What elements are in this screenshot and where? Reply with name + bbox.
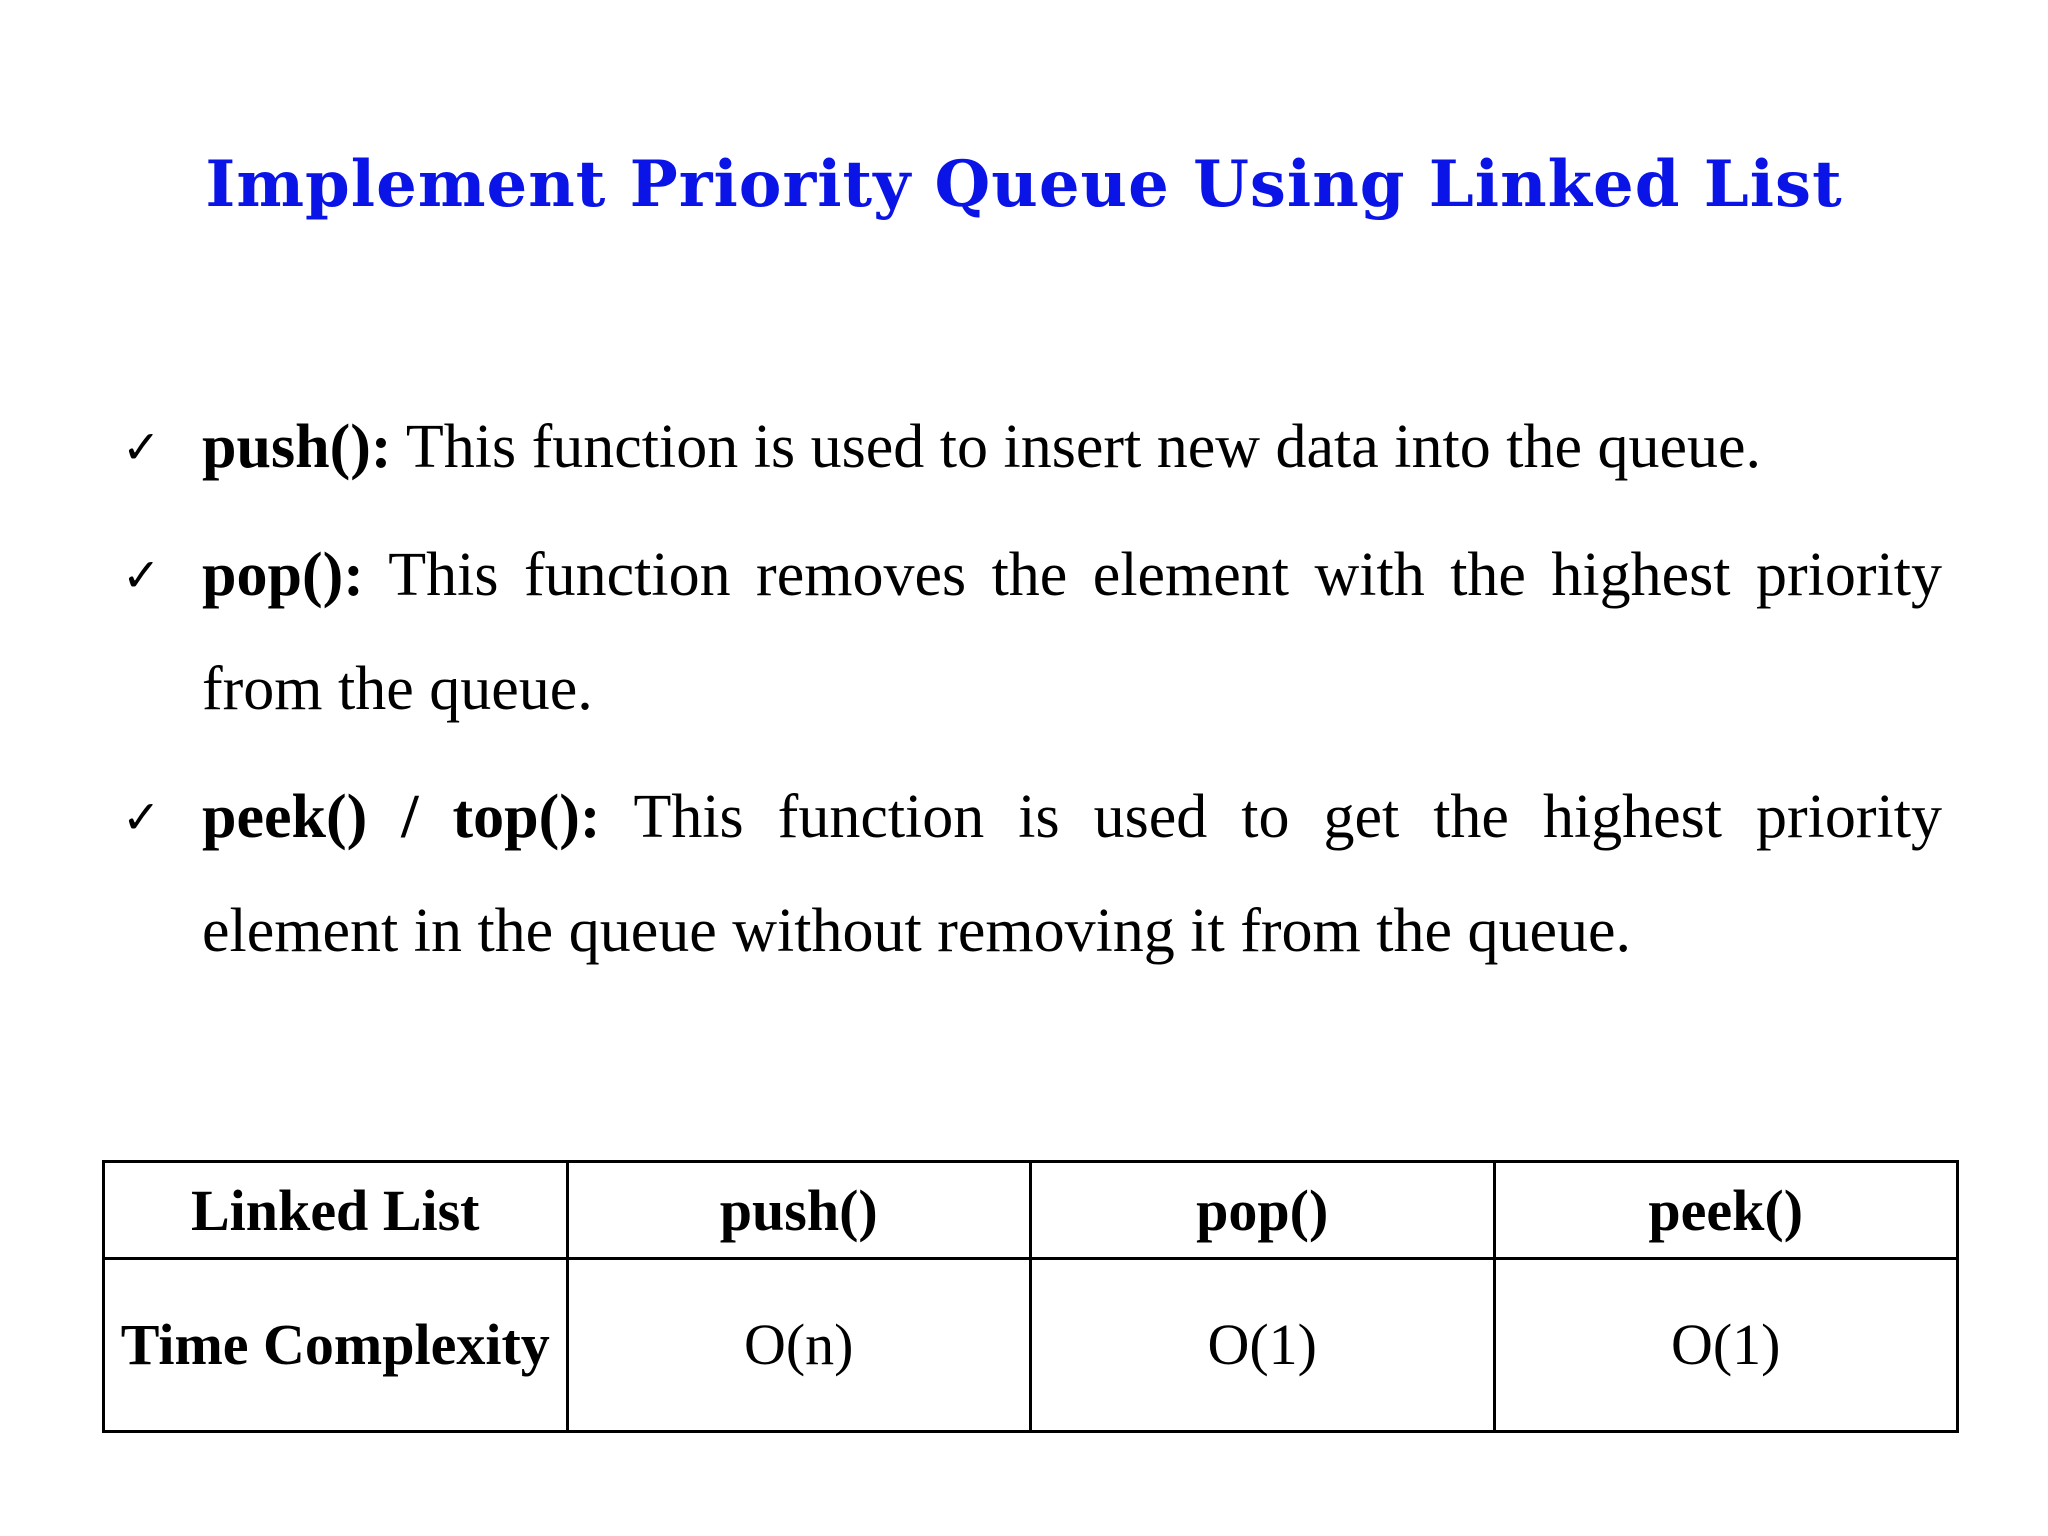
- checkmark-icon: ✓: [122, 548, 161, 602]
- checkmark-icon: ✓: [122, 420, 161, 474]
- function-name-pop: pop():: [202, 541, 364, 609]
- table-header-row: [104, 1162, 1958, 1259]
- function-description-peek: This function is used to get the highest priority element in the queue without removing it from the queue.: [202, 783, 1942, 965]
- function-description-pop: This function removes the element with the highest priority from the queue.: [202, 541, 1942, 723]
- checkmark-icon: ✓: [122, 790, 161, 844]
- table-row: [104, 1259, 1958, 1432]
- list-item-push: [122, 390, 1942, 504]
- function-description-push: This function is used to insert new data into the queue.: [405, 413, 1762, 481]
- table-header-cell: peek(): [1494, 1162, 1958, 1259]
- page-title: Implement Priority Queue Using Linked List: [205, 147, 1843, 222]
- table-cell: O(1): [1031, 1259, 1495, 1432]
- list-item-peek: [122, 760, 1942, 988]
- function-name-push: push():: [202, 413, 392, 481]
- table-cell: O(n): [567, 1259, 1031, 1432]
- complexity-table-container: [102, 1160, 1959, 1433]
- table-header-cell: Linked List: [104, 1162, 568, 1259]
- function-list: [122, 390, 1942, 1002]
- table-header-cell: pop(): [1031, 1162, 1495, 1259]
- function-name-peek: peek() / top():: [202, 783, 601, 851]
- list-item-pop: [122, 518, 1942, 746]
- complexity-table: [102, 1160, 1959, 1433]
- table-header-cell: push(): [567, 1162, 1031, 1259]
- table-cell: O(1): [1494, 1259, 1958, 1432]
- table-row-label: Time Complexity: [104, 1259, 568, 1432]
